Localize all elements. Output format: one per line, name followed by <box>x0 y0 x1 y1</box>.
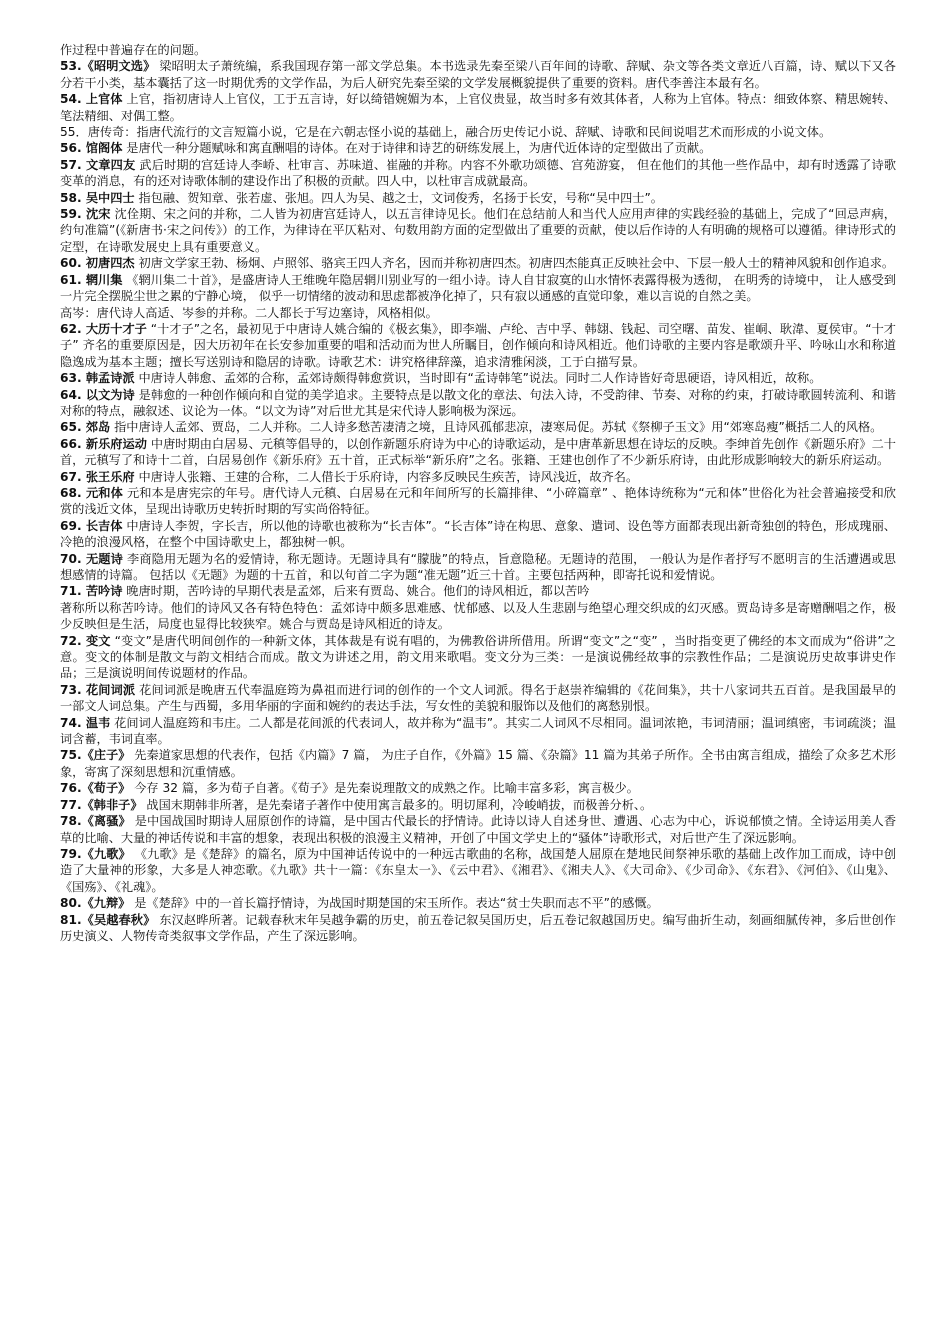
entry-paragraph <box>60 682 896 715</box>
entry-paragraph <box>60 846 896 895</box>
entry-text: 中唐诗人张籍、王建的合称，二人借长于乐府诗，内容多反映民生疾苦，诗风浅近，故齐名。 <box>134 469 639 484</box>
entry-term: 58. 吴中四士 <box>60 190 135 205</box>
entry-paragraph <box>60 912 896 945</box>
entry-paragraph <box>60 387 896 420</box>
entry-paragraph <box>60 305 896 321</box>
entry-text: 是中国战国时期诗人屈原创作的诗篇，是中国古代最长的抒情诗。此诗以诗人自述身世、遭遇、心志为中心，诉说郁愤之情。全诗运用美人香草的比喻、大量的神话传说和丰富的想象，表现出积极的浪漫主义精神，开创了中国文学史上的“骚体”诗歌形式，对后世产生了深远影响。 <box>60 814 897 845</box>
entry-text: 花间词人温庭筠和韦庄。二人都是花间派的代表词人，故并称为“温韦”。其实二人词风不尽相同。温词浓艳，韦词清丽；温词缜密，韦词疏淡；温词含蓄，韦词直率。 <box>60 715 896 747</box>
entry-term: 54. 上官体 <box>60 92 123 107</box>
entry-paragraph <box>60 42 896 58</box>
entry-paragraph <box>60 370 896 386</box>
entry-paragraph <box>60 255 896 271</box>
entry-term: 71. 苦吟诗 <box>60 584 123 599</box>
entry-text: 指中唐诗人孟郊、贾岛，二人并称。二人诗多愁苦凄清之境，且诗风孤郁悲凉，凄寒局促。苏轼《祭柳子玉文》用“郊寒岛瘦”概括二人的风格。 <box>110 420 883 435</box>
entry-paragraph <box>60 206 896 255</box>
entry-paragraph <box>60 715 896 748</box>
entry-text: 武后时期的宫廷诗人李峤、杜审言、苏味道、崔融的并称。内容不外歌功颂德、宫苑游宴， 但在他们的其他一些作品中，却有时透露了诗歌变革的消息，有的还对诗歌体制的建设作出了积极的贡献。四人中，以杜审言成就最高。 <box>60 157 897 189</box>
entry-paragraph <box>60 485 896 518</box>
entry-term: 80.《九辩》 <box>60 896 131 911</box>
entry-text: “变文”是唐代明间创作的一种新文体，其体裁是有说有唱的，为佛教俗讲所借用。所谓“变文”之“变” ，当时指变更了佛经的本文而成为“俗讲”之意。变文的体制是散文与韵文相结合而成。散文为讲述之用，韵文用来歌唱。变文分为三类：一是演说佛经故事的宗教性作品；二是演说历史故事讲史作品；三是演说明间传说题材的作品。 <box>60 633 896 681</box>
entry-paragraph <box>60 747 896 780</box>
entry-term: 67. 张王乐府 <box>60 469 135 484</box>
entry-paragraph <box>60 124 896 140</box>
entry-term: 68. 元和体 <box>60 485 123 500</box>
entry-paragraph <box>60 551 896 584</box>
entry-text: 是韩愈的一种创作倾向和自觉的美学追求。主要特点是以散文化的章法、句法入诗，不受韵律、节奏、对称的约束，打破诗歌圆转流利、和谐对称的特点，融叙述、议论为一体。“以文为诗”对后世尤其是宋代诗人影响极为深远。 <box>60 387 896 418</box>
entry-paragraph <box>60 518 896 551</box>
entry-term: 66. 新乐府运动 <box>60 436 147 451</box>
entry-text: 东汉赵晔所著。记载春秋末年吴越争霸的历史，前五卷记叙吴国历史，后五卷记叙越国历史。编写曲折生动，刻画细腻传神，多后世创作历史演义、人物传奇类叙事文学作品，产生了深远影响。 <box>60 912 896 943</box>
entry-text: 《辋川集二十首》，是盛唐诗人王维晚年隐居辋川别业写的一组小诗。诗人自甘寂寞的山水情怀表露得极为透彻， 在明秀的诗境中， 让人感受到一片完全摆脱尘世之累的宁静心境， 似乎一切情绪的波动和思虑都被净化掉了，只有寂以通感的直觉印象，难以言说的自然之美。 <box>60 272 896 304</box>
entry-text: 是唐代一种分题赋咏和寓直酬唱的诗体。在对于诗律和诗艺的研练发展上，为唐代近体诗的定型做出了贡献。 <box>122 141 712 156</box>
entry-term: 61. 辋川集 <box>60 272 123 287</box>
entry-text: 今存 32 篇，多为荀子自著。《荀子》是先秦说理散文的成熟之作。比喻丰富多彩，寓言极少。 <box>130 781 639 796</box>
entry-text: 初唐文学家王勃、杨炯、卢照邻、骆宾王四人齐名，因而并称初唐四杰。初唐四杰能真正反映社会中、下层一般人士的精神风貌和创作追求。 <box>134 256 895 271</box>
entry-paragraph <box>60 583 896 599</box>
entry-term: 75.《庄子》 <box>60 748 131 763</box>
entry-term: 79.《九歌》 <box>60 846 131 861</box>
entry-text: 是《楚辞》中的一首长篇抒情诗，为战国时期楚国的宋玉所作。表达“贫士失职而志不平”的感慨。 <box>130 896 659 911</box>
entry-text: 沈佺期、宋之问的并称，二人皆为初唐宫廷诗人，以五言律诗见长。他们在总结前人和当代人应用声律的实践经验的基础上，完成了“回忌声病，约句准篇”(《新唐书·宋之问传》）的工作，为律诗在平仄粘对、句数用韵方面的定型做出了重要的贡献，使以后作诗的人有明确的规格可以遵循。律诗形式的定型，在诗歌发展史上具有重要意义。 <box>60 207 896 254</box>
entry-text: 梁昭明太子萧统编，系我国现存第一部文学总集。本书选录先秦至梁八百年间的诗歌、辞赋、杂文等各类文章近八百篇，诗、赋以下又各分若干小类，基本囊括了这一时期优秀的文学作品，为后人研究先秦至梁的文学发展概貌提供了重要的资料。唐代李善注本最有名。 <box>60 59 896 90</box>
entry-paragraph <box>60 272 896 305</box>
entry-term: 65. 郊岛 <box>60 420 111 435</box>
entry-term: 74. 温韦 <box>60 715 111 730</box>
entry-text: 晚唐时期，苦吟诗的早期代表是孟郊，后来有贾岛、姚合。他们的诗风相近，都以苦吟 <box>122 584 590 599</box>
entry-paragraph <box>60 633 896 682</box>
entry-text: 战国末期韩非所著，是先秦诸子著作中使用寓言最多的。明切犀利，冷峻峭拔，而极善分析、。 <box>142 797 653 812</box>
entry-paragraph <box>60 469 896 485</box>
entry-term: 77.《韩非子》 <box>60 797 143 812</box>
entry-text: 著称所以称苦吟诗。他们的诗风又各有特色特色：孟郊诗中颇多思难感、忧郁感、以及人生悲剧与绝望心理交织成的幻灭感。贾岛诗多是寄赠酬唱之作，极少反映但是生活，局度也显得比较狭窄。姚合与贾岛是诗风相近的诗友。 <box>60 600 896 632</box>
entry-term: 64. 以文为诗 <box>60 387 135 402</box>
entry-text: 中唐诗人李贺，字长吉，所以他的诗歌也被称为“长吉体”。“长吉体”诗在构思、意象、遣词、设色等方面都表现出新奇独创的特色，形成瑰丽、冷艳的浪漫风格，在整个中国诗歌史上，都独树一帜。 <box>60 518 896 550</box>
entry-term: 56. 馆阁体 <box>60 141 123 156</box>
entry-term: 81.《吴越春秋》 <box>60 912 156 927</box>
entry-text: 指包融、贺知章、张若虚、张旭。四人为吴、越之士，文词俊秀，名扬于长安，号称“吴中四士”。 <box>134 190 663 205</box>
entry-paragraph <box>60 140 896 156</box>
entry-text: 中唐时期由白居易、元稹等倡导的，以创作新题乐府诗为中心的诗歌运动，是中唐革新思想在诗坛的反映。李绅首先创作《新题乐府》二十首，元稹写了和诗十二首，白居易创作《新乐府》五十首，正式标举“新乐府”之名。张籍、王建也创作了不少新乐府诗，由此形成影响较大的新乐府运动。 <box>60 436 896 468</box>
entry-paragraph <box>60 58 896 91</box>
entry-term: 76.《荀子》 <box>60 781 131 796</box>
entry-term: 73. 花间词派 <box>60 682 136 697</box>
entry-paragraph <box>60 436 896 469</box>
entry-text: 李商隐用无题为名的爱情诗，称无题诗。无题诗具有“朦胧”的特点，旨意隐秘。无题诗的范围， 一般认为是作者抒写不愿明言的生活遭遇或思想感情的诗篇。 包括以《无题》为题的十五首，和以句首二字为题“准无题”近三十首。主要包括两种，即寄托说和爱情说。 <box>60 551 896 582</box>
entry-term: 72. 变文 <box>60 633 111 648</box>
entry-text: 中唐诗人韩愈、孟郊的合称，孟郊诗颇得韩愈赏识，当时即有“孟诗韩笔”说法。同时二人作诗皆好奇思硬语，诗风相近，故称。 <box>134 371 822 386</box>
entry-text: “十才子”之名，最初见于中唐诗人姚合编的《极玄集》，即李端、卢纶、吉中孚、韩翃、钱起、司空曙、苗发、崔峒、耿湋、夏侯审。“十才子” 齐名的重要原因是，因大历初年在长安参加重要的唱和活动而为世人所瞩目，创作倾向和诗风相近。他们诗歌的主要内容是歌颂升平、吟咏山水和称道隐逸成为基本主题；擅长写送别诗和隐居的诗歌。诗歌艺术：讲究格律辞藻，追求清雅闲淡，工于白描写景。 <box>60 321 896 369</box>
entry-term: 63. 韩孟诗派 <box>60 371 135 386</box>
entry-text: 花间词派是晚唐五代奉温庭筠为鼻祖而进行词的创作的一个文人词派。得名于赵崇祚编辑的《花间集》，共十八家词共五百首。是我国最早的一部文人词总集。产生与西蜀，多用华丽的字面和婉约的表达手法，写女性的美貌和服饰以及他们的离愁别恨。 <box>60 682 896 714</box>
entry-paragraph <box>60 797 896 813</box>
entry-text: 高岑：唐代诗人高适、岑参的并称。二人都长于写边塞诗，风格相似。 <box>60 305 438 320</box>
entry-text: 元和本是唐宪宗的年号。唐代诗人元稹、白居易在元和年间所写的长篇排律、“小碎篇章” 、艳体诗统称为“元和体”世俗化为社会普遍接受和欣赏的浅近文体，呈现出诗歌历史转折时期的写实尚俗特征。 <box>60 485 896 517</box>
entry-text: 《九歌》是《楚辞》的篇名，原为中国神话传说中的一种远古歌曲的名称，战国楚人屈原在楚地民间祭神乐歌的基础上改作加工而成，诗中创造了大量神的形象，大多是人神恋歌。《九歌》共十一篇：《东皇太一》、《云中君》、《湘君》、《湘夫人》、《大司命》、《少司命》、《东君》、《河伯》、《山鬼》、《国殇》、《礼魂》。 <box>60 846 897 894</box>
entry-text: 作过程中普遍存在的问题。 <box>60 43 207 57</box>
entry-paragraph <box>60 190 896 206</box>
entry-text: 55．唐传奇：指唐代流行的文言短篇小说，它是在六朝志怪小说的基础上，融合历史传记小说、辞赋、诗歌和民间说唱艺术而形成的小说文体。 <box>60 125 832 140</box>
entry-term: 78.《离骚》 <box>60 814 131 829</box>
entry-paragraph <box>60 91 896 124</box>
entry-term: 70. 无题诗 <box>60 551 123 566</box>
entry-paragraph <box>60 419 896 435</box>
entry-term: 60. 初唐四杰 <box>60 256 135 271</box>
entry-term: 57. 文章四友 <box>60 157 136 172</box>
entry-term: 62. 大历十才子 <box>60 321 147 336</box>
entry-paragraph <box>60 157 896 190</box>
entry-text: 上官，指初唐诗人上官仪，工于五言诗，好以绮错婉媚为本，上官仪贵显，故当时多有效其体者，人称为上官体。特点：细致体察、精思婉转、笔法精细、对偶工整。 <box>60 92 896 123</box>
entry-paragraph <box>60 600 896 633</box>
entry-term: 53.《昭明文选》 <box>60 59 156 74</box>
entry-term: 59. 沈宋 <box>60 207 111 222</box>
entry-paragraph <box>60 321 896 370</box>
entry-term: 69. 长吉体 <box>60 518 123 533</box>
entry-paragraph <box>60 813 896 846</box>
entry-text: 先秦道家思想的代表作，包括《内篇》7 篇， 为庄子自作，《外篇》15 篇、《杂篇》11 篇为其弟子所作。全书由寓言组成，描绘了众多艺术形象，寄寓了深刻思想和沉重情感。 <box>60 748 896 779</box>
entry-paragraph <box>60 780 896 796</box>
entry-paragraph <box>60 895 896 911</box>
